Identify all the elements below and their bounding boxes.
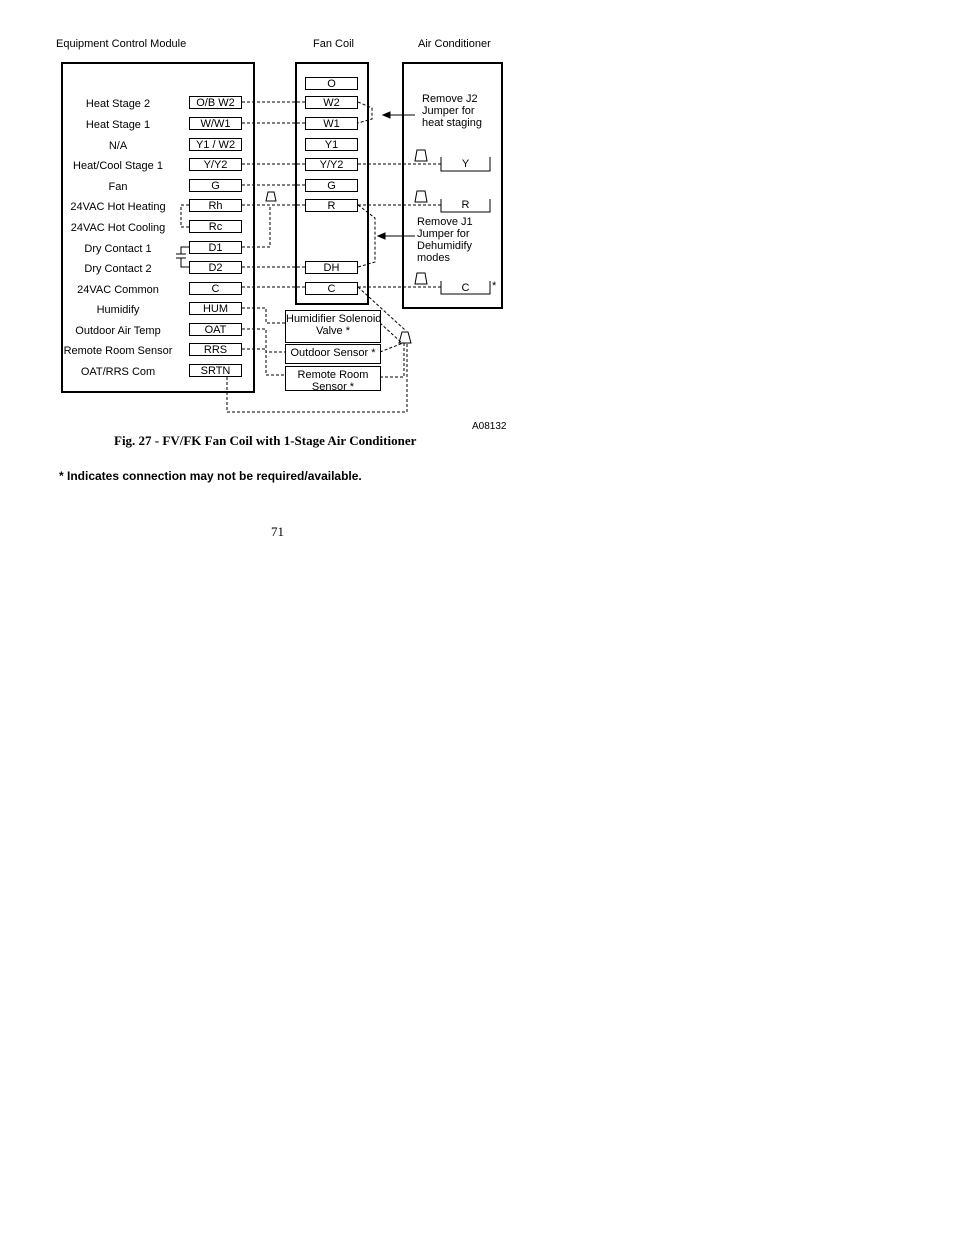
ecm-terminal: C bbox=[189, 282, 242, 295]
ecm-label: Heat Stage 1 bbox=[85, 119, 151, 131]
ecm-terminal: SRTN bbox=[189, 364, 242, 377]
fan-coil-terminal: W2 bbox=[305, 96, 358, 109]
ac-terminal-r: R bbox=[461, 199, 470, 211]
ecm-terminal: W/W1 bbox=[189, 117, 242, 130]
ecm-terminal: Rh bbox=[189, 199, 242, 212]
fan-coil-terminal: O bbox=[305, 77, 358, 90]
ac-c-asterisk: * bbox=[492, 280, 497, 292]
ecm-terminal: D2 bbox=[189, 261, 242, 274]
ac-header: Air Conditioner bbox=[418, 38, 491, 50]
splice-ecm bbox=[266, 192, 276, 201]
ecm-label: 24VAC Common bbox=[77, 284, 159, 296]
figure-id: A08132 bbox=[472, 421, 507, 432]
fan-coil-terminal: G bbox=[305, 179, 358, 192]
ecm-terminal: D1 bbox=[189, 241, 242, 254]
figure-caption: Fig. 27 - FV/FK Fan Coil with 1-Stage Air Conditioner bbox=[114, 433, 417, 448]
note-remove-j2: Remove J2 Jumper for heat staging bbox=[422, 93, 482, 129]
wire-hum-return bbox=[380, 323, 402, 343]
ecm-header: Equipment Control Module bbox=[56, 38, 187, 50]
ac-terminal-c: C bbox=[461, 282, 470, 294]
wire-rrs-return bbox=[380, 343, 404, 377]
fan-coil-terminal: Y/Y2 bbox=[305, 158, 358, 171]
ecm-label: OAT/RRS Com bbox=[80, 366, 156, 378]
ecm-terminal: O/B W2 bbox=[189, 96, 242, 109]
outdoor-sensor: Outdoor Sensor * bbox=[285, 344, 381, 364]
ecm-label: 24VAC Hot Cooling bbox=[70, 222, 166, 234]
ecm-terminal: HUM bbox=[189, 302, 242, 315]
ecm-label: Fan bbox=[108, 181, 128, 193]
ecm-terminal: RRS bbox=[189, 343, 242, 356]
fan-coil-terminal: DH bbox=[305, 261, 358, 274]
ecm-label: Outdoor Air Temp bbox=[75, 325, 161, 337]
ecm-terminal: Rc bbox=[189, 220, 242, 233]
footnote: * Indicates connection may not be required/available. bbox=[59, 469, 362, 483]
humidifier-valve: Humidifier Solenoid Valve * bbox=[285, 310, 381, 343]
ecm-label: Remote Room Sensor bbox=[63, 345, 173, 357]
ecm-label: Heat Stage 2 bbox=[85, 98, 151, 110]
fan-coil-terminal: Y1 bbox=[305, 138, 358, 151]
fan-coil-terminal: R bbox=[305, 199, 358, 212]
arrow-j2-head bbox=[383, 112, 390, 118]
remote-room-sensor: Remote Room Sensor * bbox=[285, 366, 381, 391]
fan-coil-terminal: W1 bbox=[305, 117, 358, 130]
ac-terminal-y: Y bbox=[461, 158, 470, 170]
ecm-label: Humidify bbox=[96, 304, 140, 316]
page-number: 71 bbox=[271, 524, 284, 539]
fan-coil-header: Fan Coil bbox=[313, 38, 354, 50]
note-remove-j1: Remove J1 Jumper for Dehumidify modes bbox=[417, 216, 473, 264]
ecm-label: Dry Contact 1 bbox=[84, 243, 152, 255]
ecm-label: 24VAC Hot Heating bbox=[70, 201, 166, 213]
ecm-label: Dry Contact 2 bbox=[84, 263, 152, 275]
ecm-terminal: G bbox=[189, 179, 242, 192]
ecm-terminal: Y/Y2 bbox=[189, 158, 242, 171]
ecm-label: Heat/Cool Stage 1 bbox=[73, 160, 163, 172]
fan-coil-terminal: C bbox=[305, 282, 358, 295]
ecm-label: N/A bbox=[108, 140, 128, 152]
wire-oat-return bbox=[380, 343, 403, 352]
ecm-terminal: OAT bbox=[189, 323, 242, 336]
arrow-j1-head bbox=[378, 233, 385, 239]
ecm-terminal: Y1 / W2 bbox=[189, 138, 242, 151]
